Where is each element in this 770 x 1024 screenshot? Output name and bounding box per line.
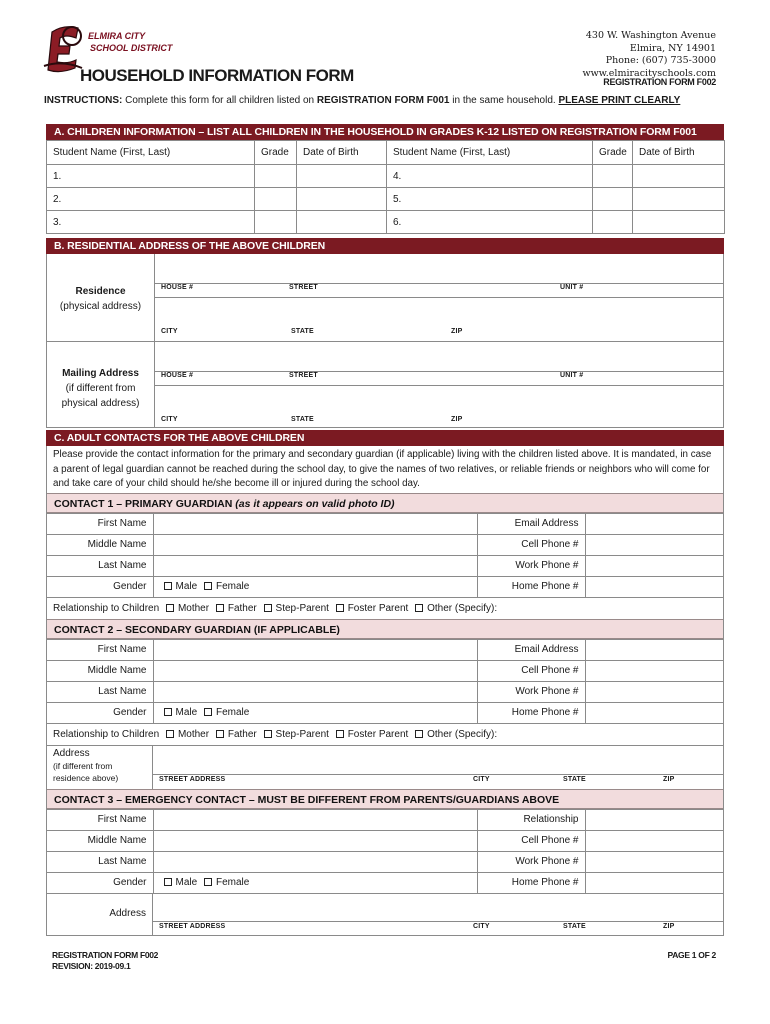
step-parent-checkbox[interactable] [264,604,272,612]
cell-phone-label: Cell Phone # [477,534,585,555]
father-checkbox[interactable] [216,604,224,612]
address-subtitle: residence above) [53,772,119,783]
mailing-subtitle: physical address) [61,398,140,409]
zip-caption: ZIP [451,416,463,423]
student-name-field[interactable]: 3. [47,211,255,234]
street-caption: STREET [289,372,318,379]
male-checkbox[interactable] [164,582,172,590]
contact-2-table [47,639,723,724]
city-caption: CITY [161,416,178,423]
dob-field[interactable] [633,165,725,188]
work-phone-field[interactable] [585,681,723,702]
cell-phone-label: Cell Phone # [477,830,585,851]
house-caption: HOUSE # [161,284,194,291]
dob-field[interactable] [297,165,387,188]
father-label: Father [227,602,257,614]
foster-parent-checkbox[interactable] [336,730,344,738]
unit-caption: UNIT # [560,284,584,291]
step-parent-label: Step-Parent [275,728,329,740]
table-row [47,141,725,165]
step-parent-label: Step-Parent [275,602,329,614]
col-header: Student Name (First, Last) [387,141,593,165]
city-state-zip-row[interactable] [155,386,723,427]
state-caption: STATE [291,416,314,423]
first-name-label: First Name [47,809,153,830]
mailing-title: Mailing Address [62,368,139,379]
first-name-field[interactable] [153,809,477,830]
table-row [47,165,725,188]
residence-subtitle: (physical address) [59,301,142,312]
street-address-caption: STREET ADDRESS [159,775,226,783]
relationship-field[interactable] [585,809,723,830]
residence-fields [155,254,723,341]
dob-field[interactable] [633,211,725,234]
contact-1-heading [47,493,723,513]
contact-3-table [47,809,723,894]
first-name-label: First Name [47,639,153,660]
mailing-block [47,341,723,427]
instructions-label: INSTRUCTIONS: [44,95,123,106]
grade-field[interactable] [255,188,297,211]
contacts-instructions: Please provide the contact information for the primary and secondary guardian (if applicable) living with the children listed above. It is mandated, in case a parent of legal guardian cannot be reached during the school day, to give the names of two relatives, or reliable friends or neighbors who will come for and take care of your child should he/she become ill or injured during the school day. [53,449,712,489]
instructions [44,95,680,106]
last-name-field[interactable] [153,681,477,702]
contact-2-heading: CONTACT 2 – SECONDARY GUARDIAN (IF APPLICABLE) [47,619,723,639]
cell-phone-field[interactable] [585,830,723,851]
dob-field[interactable] [633,188,725,211]
form-id: REGISTRATION FORM F002 [603,77,716,87]
street-address-caption: STREET ADDRESS [159,922,226,930]
other-checkbox[interactable] [415,730,423,738]
table-row [47,681,723,702]
other-checkbox[interactable] [415,604,423,612]
student-name-field[interactable]: 4. [387,165,593,188]
home-phone-label: Home Phone # [477,872,585,893]
address-subtitle: (if different from [53,760,113,771]
address-line: 430 W. Washington Avenue [585,30,716,41]
middle-name-field[interactable] [153,660,477,681]
footer-form-id: REGISTRATION FORM F002 [52,950,159,960]
cell-phone-label: Cell Phone # [477,660,585,681]
home-phone-label: Home Phone # [477,702,585,723]
district-line-2: SCHOOL DISTRICT [90,43,173,53]
address-label: Address [47,894,153,935]
last-name-label: Last Name [47,851,153,872]
section-a [46,124,724,234]
student-name-field[interactable]: 1. [47,165,255,188]
page-number: PAGE 1 OF 2 [667,950,716,960]
gender-label: Gender [47,872,153,893]
unit-caption: UNIT # [560,372,584,379]
district-address [583,30,716,80]
address-field[interactable] [153,894,723,935]
address-label [47,746,153,789]
other-label: Other (Specify): [427,602,498,614]
mother-label: Mother [177,602,210,614]
middle-name-label: Middle Name [47,534,153,555]
male-checkbox[interactable] [164,878,172,886]
section-c-heading: C. ADULT CONTACTS FOR THE ABOVE CHILDREN [46,430,724,446]
table-row [47,809,723,830]
student-name-field[interactable]: 6. [387,211,593,234]
table-row [47,872,723,893]
last-name-label: Last Name [47,681,153,702]
student-name-field[interactable]: 5. [387,188,593,211]
table-row [47,211,725,234]
table-row [47,513,723,534]
zip-caption: ZIP [451,328,463,335]
foster-parent-label: Foster Parent [347,602,409,614]
male-label: Male [175,707,198,718]
grade-field[interactable] [593,188,633,211]
work-phone-label: Work Phone # [477,851,585,872]
district-line-1: ELMIRA CITY [88,31,146,41]
mailing-subtitle: (if different from [65,383,136,394]
first-name-field[interactable] [153,639,477,660]
grade-field[interactable] [593,211,633,234]
table-row [47,534,723,555]
email-field[interactable] [585,513,723,534]
zip-caption: ZIP [663,922,675,930]
dob-field[interactable] [297,188,387,211]
house-caption: HOUSE # [161,372,194,379]
home-phone-field[interactable] [585,576,723,597]
father-checkbox[interactable] [216,730,224,738]
address-title: Address [53,747,90,759]
footer-revision: REVISION: 2019-09.1 [52,961,131,971]
section-a-heading: A. CHILDREN INFORMATION – LIST ALL CHILDREN IN THE HOUSEHOLD IN GRADES K-12 LISTED ON REGISTRATION FORM F001 [46,124,724,140]
house-street-row[interactable] [155,254,723,298]
section-b-heading: B. RESIDENTIAL ADDRESS OF THE ABOVE CHILDREN [46,238,724,254]
mother-label: Mother [177,728,210,740]
table-row [47,188,725,211]
col-header: Grade [593,141,633,165]
residence-block [47,254,723,341]
cell-phone-field[interactable] [585,660,723,681]
email-label: Email Address [477,639,585,660]
address-line: Phone: (607) 735-3000 [605,55,716,66]
first-name-field[interactable] [153,513,477,534]
gender-options [153,576,477,597]
female-label: Female [215,707,250,718]
relationship-label: Relationship to Children [53,728,160,740]
relationship-label: Relationship [477,809,585,830]
work-phone-field[interactable] [585,851,723,872]
col-header: Student Name (First, Last) [47,141,255,165]
student-name-field[interactable]: 2. [47,188,255,211]
work-phone-label: Work Phone # [477,681,585,702]
table-row [47,702,723,723]
table-row [47,851,723,872]
grade-field[interactable] [255,165,297,188]
city-caption: CITY [473,775,490,783]
col-header: Date of Birth [297,141,387,165]
work-phone-field[interactable] [585,555,723,576]
female-label: Female [215,581,250,592]
female-checkbox[interactable] [204,878,212,886]
relationship-row [47,724,723,745]
relationship-label: Relationship to Children [53,602,160,614]
middle-name-label: Middle Name [47,660,153,681]
step-parent-checkbox[interactable] [264,730,272,738]
other-label: Other (Specify): [427,728,498,740]
page-title: HOUSEHOLD INFORMATION FORM [80,66,354,85]
female-checkbox[interactable] [204,582,212,590]
district-name [88,30,172,54]
footer-left [52,950,158,972]
col-header: Grade [255,141,297,165]
mother-checkbox[interactable] [166,730,174,738]
male-label: Male [175,581,198,592]
middle-name-field[interactable] [153,534,477,555]
col-header: Date of Birth [633,141,725,165]
email-label: Email Address [477,513,585,534]
instructions-form-ref: REGISTRATION FORM F001 [316,95,450,106]
city-caption: CITY [161,328,178,335]
home-phone-field[interactable] [585,872,723,893]
table-row [47,639,723,660]
contact-3-address-row [47,894,723,936]
address-line: www.elmiracityschools.com [582,67,716,79]
dob-field[interactable] [297,211,387,234]
male-checkbox[interactable] [164,708,172,716]
foster-parent-label: Foster Parent [347,728,409,740]
section-b [46,238,724,428]
middle-name-field[interactable] [153,830,477,851]
relationship-row [47,598,723,619]
gender-label: Gender [47,702,153,723]
last-name-label: Last Name [47,555,153,576]
female-label: Female [215,877,250,888]
male-label: Male [175,877,198,888]
contact-3-heading: CONTACT 3 – EMERGENCY CONTACT – MUST BE DIFFERENT FROM PARENTS/GUARDIANS ABOVE [47,789,723,809]
contact-1-title: CONTACT 1 – PRIMARY GUARDIAN [54,497,233,510]
mother-checkbox[interactable] [166,604,174,612]
state-caption: STATE [563,922,586,930]
foster-parent-checkbox[interactable] [336,604,344,612]
section-c [46,430,724,936]
table-row [47,830,723,851]
zip-caption: ZIP [663,775,675,783]
city-state-zip-row[interactable] [155,298,723,341]
instructions-text: in the same household. [452,95,556,106]
email-field[interactable] [585,639,723,660]
table-row [47,576,723,597]
mailing-fields [155,342,723,427]
instructions-text: Complete this form for all children listed on [125,95,315,106]
grade-field[interactable] [255,211,297,234]
residence-label [47,254,155,341]
contact-2-address-row [47,745,723,789]
home-phone-field[interactable] [585,702,723,723]
father-label: Father [227,728,257,740]
contact-1-note: (as it appears on valid photo ID) [235,497,395,510]
middle-name-label: Middle Name [47,830,153,851]
home-phone-label: Home Phone # [477,576,585,597]
first-name-label: First Name [47,513,153,534]
gender-options [153,872,477,893]
table-row [47,660,723,681]
state-caption: STATE [291,328,314,335]
contact-1-table [47,513,723,598]
house-street-row[interactable] [155,342,723,386]
mailing-label [47,342,155,427]
residence-title: Residence [75,286,126,297]
last-name-field[interactable] [153,851,477,872]
gender-label: Gender [47,576,153,597]
last-name-field[interactable] [153,555,477,576]
female-checkbox[interactable] [204,708,212,716]
state-caption: STATE [563,775,586,783]
address-field[interactable] [153,746,723,789]
address-line: Elmira, NY 14901 [629,42,716,54]
gender-options [153,702,477,723]
instructions-emphasis: PLEASE PRINT CLEARLY [558,95,681,106]
grade-field[interactable] [593,165,633,188]
table-row [47,555,723,576]
street-caption: STREET [289,284,318,291]
cell-phone-field[interactable] [585,534,723,555]
children-table [46,140,725,234]
work-phone-label: Work Phone # [477,555,585,576]
city-caption: CITY [473,922,490,930]
